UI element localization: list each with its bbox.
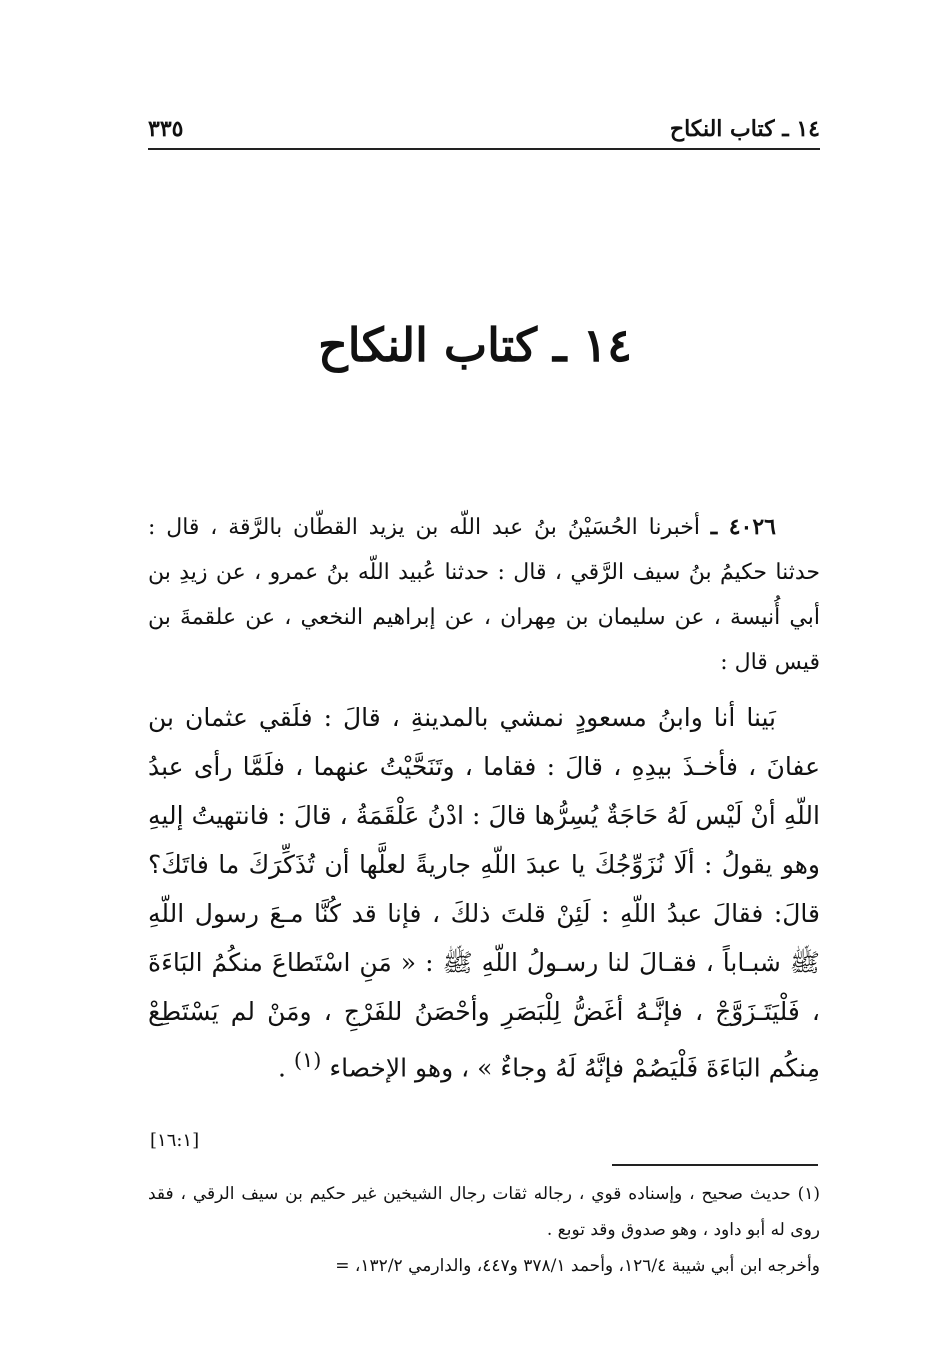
footnote-marker: (١): [293, 1048, 322, 1072]
hadith-block: [148, 505, 820, 1092]
footnote-1: (١) حديث صحيح ، وإسناده قوي ، رجاله ثقات رجال الشيخين غير حكيم بن سيف الرقي ، فقد روى له أبو داود ، وهو صدوق وقد توبع .: [148, 1184, 820, 1240]
chapter-title: ١٤ ـ كتاب النكاح: [318, 318, 632, 372]
matn-text: بَينا أنا وابنُ مسعودٍ نمشي بالمدينةِ ، قالَ : فلَقي عثمان بن عفانَ ، فأخـذَ بيدِهِ ، قالَ : فقاما ، وتَنَحَّيْتُ عنهما ، فلَمَّا رأى عبدُ اللّهِ أنْ لَيْس لَهُ حَاجَةٌ يُسِرُّها قالَ : ادْنُ عَلْقَمَةُ ، قالَ : فانتهيتُ إليهِ وهو يقولُ : ألَا نُزَوِّجُكَ يا عبدَ اللّهِ جاريةً لعلَّها أن تُذَكِّرَكَ ما فاتَكَ؟ قالَ: فقالَ عبدُ اللّهِ : لَئِنْ قلتَ ذلكَ ، فإنا قد كُنَّا مـعَ رسول اللّهِ ﷺ شبـاباً ، فقـالَ لنا رسـولُ اللّهِ ﷺ : « مَنِ اسْتَطاعَ منكُمُ البَاءَةَ ، فَلْيَتَـزَوَّجْ ، فإنَّـهُ أغَضُّ لِلْبَصَرِ وأحْصَنُ للفَرْجِ ، ومَنْ لم يَسْتَطِعْ مِنكُم البَاءَةَ فَلْيَصُمْ فإنَّهُ لَهُ وجاءٌ » ، وهو الإخصاء: [148, 703, 820, 1083]
hadith-number: ٤٠٢٦ ـ: [710, 514, 776, 540]
hadith-isnad: [148, 505, 820, 685]
page-number: ٣٣٥: [148, 116, 184, 142]
footnote-divider: [612, 1164, 818, 1166]
running-header: [148, 112, 820, 150]
running-header-chapter: ١٤ ـ كتاب النكاح: [669, 116, 820, 142]
isnad-text: أخبرنا الحُسَيْنُ بنُ عبد اللّه بن يزيد القطّان بالرَّقة ، قال : حدثنا حكيمُ بنُ سيف الرَّقي ، قال : حدثنا عُبيد اللّه بنُ عمرو ، عن زيدِ بن أبي أُنيسة ، عن سليمان بن مِهران ، عن إبراهيم النخعي ، عن علقمةَ بن قيس قال :: [148, 515, 820, 675]
hadith-reference: [١٦:١]: [150, 1130, 200, 1151]
hadith-matn: بَينا أنا وابنُ مسعودٍ نمشي بالمدينةِ ، قالَ : فلَقي عثمان بن عفانَ ، فأخـذَ بيدِهِ ، قالَ : فقاما ، وتَنَحَّيْتُ عنهما ، فلَمَّا رأى عبدُ اللّهِ أنْ لَيْس لَهُ حَاجَةٌ يُسِرُّها قالَ : ادْنُ عَلْقَمَةُ ، قالَ : فانتهيتُ إليهِ وهو يقولُ : ألَا نُزَوِّجُكَ يا عبدَ اللّهِ جاريةً لعلَّها أن تُذَكِّرَكَ ما فاتَكَ؟ قالَ: فقالَ عبدُ اللّهِ : لَئِنْ قلتَ ذلكَ ، فإنا قد كُنَّا مـعَ رسول اللّهِ ﷺ شبـاباً ، فقـالَ لنا رسـولُ اللّهِ ﷺ : « مَنِ اسْتَطاعَ منكُمُ البَاءَةَ ، فَلْيَتَـزَوَّجْ ، فإنَّـهُ أغَضُّ لِلْبَصَرِ وأحْصَنُ للفَرْجِ ، ومَنْ لم يَسْتَطِعْ مِنكُم البَاءَةَ فَلْيَصُمْ فإنَّهُ لَهُ وجاءٌ » ، وهو الإخصاء $^{(١)}$ .: [148, 703, 820, 1083]
footnote-1-continued: وأخرجه ابن أبي شيبة ١٢٦/٤، وأحمد ٣٧٨/١ و٤٤٧، والدارمي ١٣٢/٢، =: [335, 1256, 820, 1276]
footnotes: [148, 1176, 820, 1284]
